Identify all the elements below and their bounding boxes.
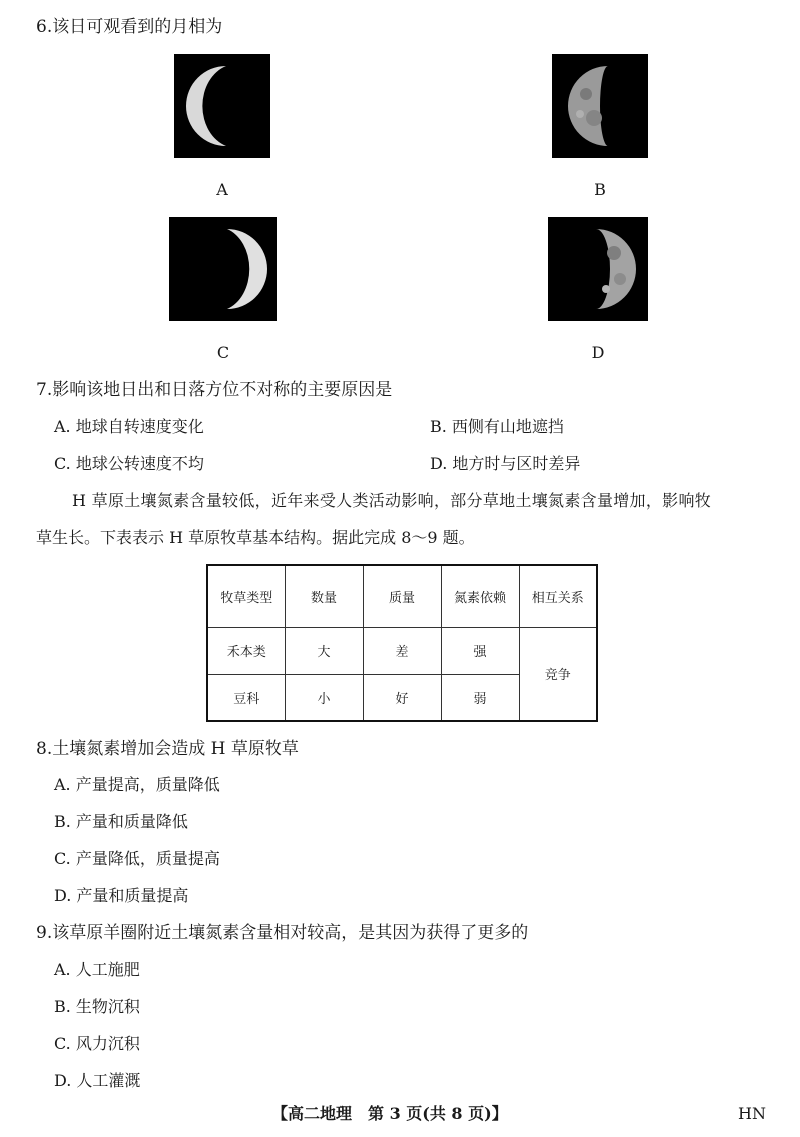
- question-7-stem: 7.影响该地日出和日落方位不对称的主要原因是: [36, 380, 393, 400]
- question-8-option-a[interactable]: A. 产量提高，质量降低: [54, 775, 220, 794]
- page-footer: 【高二地理 第 3 页(共 8 页)】: [272, 1104, 508, 1123]
- table-header-cell: 相互关系: [519, 565, 597, 627]
- footer-code: HN: [738, 1104, 766, 1123]
- question-6-stem: 6.该日可观看到的月相为: [36, 17, 223, 37]
- table-cell-relation: 竞争: [519, 627, 597, 721]
- question-7-option-b[interactable]: B. 西侧有山地遮挡: [430, 417, 564, 436]
- moon-phase-image-d: [548, 217, 648, 321]
- moon-phase-image-b: [552, 54, 648, 158]
- table-header-cell: 数量: [285, 565, 363, 627]
- option-c-label[interactable]: C: [216, 343, 230, 362]
- table-header-cell: 牧草类型: [207, 565, 285, 627]
- table-header-row: [207, 565, 597, 627]
- passage-line-1: H 草原土壤氮素含量较低，近年来受人类活动影响，部分草地土壤氮素含量增加，影响牧: [72, 491, 712, 510]
- table-cell: 豆科: [207, 674, 285, 721]
- question-7-option-a[interactable]: A. 地球自转速度变化: [54, 417, 204, 436]
- question-9-option-c[interactable]: C. 风力沉积: [54, 1034, 140, 1053]
- question-9-option-b[interactable]: B. 生物沉积: [54, 997, 140, 1016]
- question-8-option-c[interactable]: C. 产量降低，质量提高: [54, 849, 220, 868]
- question-7-option-d[interactable]: D. 地方时与区时差异: [430, 454, 581, 473]
- table-cell: 大: [285, 627, 363, 674]
- crescent-moon-icon: [169, 217, 277, 321]
- grass-structure-table: [206, 564, 598, 722]
- option-b-label[interactable]: B: [594, 180, 606, 199]
- table-cell: 强: [441, 627, 519, 674]
- question-7-option-c[interactable]: C. 地球公转速度不均: [54, 454, 204, 473]
- question-8-option-b[interactable]: B. 产量和质量降低: [54, 812, 188, 831]
- question-8-option-d[interactable]: D. 产量和质量提高: [54, 886, 189, 905]
- crescent-moon-icon: [174, 54, 270, 158]
- table-cell: 小: [285, 674, 363, 721]
- table-cell: 差: [363, 627, 441, 674]
- half-moon-icon: [552, 54, 648, 158]
- table-header-cell: 氮素依赖: [441, 565, 519, 627]
- half-moon-icon: [548, 217, 648, 321]
- question-9-stem: 9.该草原羊圈附近土壤氮素含量相对较高，是其因为获得了更多的: [36, 923, 529, 943]
- option-a-label[interactable]: A: [216, 180, 228, 199]
- question-9-option-a[interactable]: A. 人工施肥: [54, 960, 140, 979]
- table-row: [207, 627, 597, 674]
- table-cell: 禾本类: [207, 627, 285, 674]
- table-cell: 好: [363, 674, 441, 721]
- table-header-cell: 质量: [363, 565, 441, 627]
- moon-phase-image-c: [169, 217, 277, 321]
- question-9-option-d[interactable]: D. 人工灌溉: [54, 1071, 141, 1090]
- moon-phase-image-a: [174, 54, 270, 158]
- option-d-label[interactable]: D: [591, 343, 605, 362]
- table-cell: 弱: [441, 674, 519, 721]
- question-8-stem: 8.土壤氮素增加会造成 H 草原牧草: [36, 739, 299, 759]
- passage-line-2: 草生长。下表表示 H 草原牧草基本结构。据此完成 8～9 题。: [36, 528, 475, 547]
